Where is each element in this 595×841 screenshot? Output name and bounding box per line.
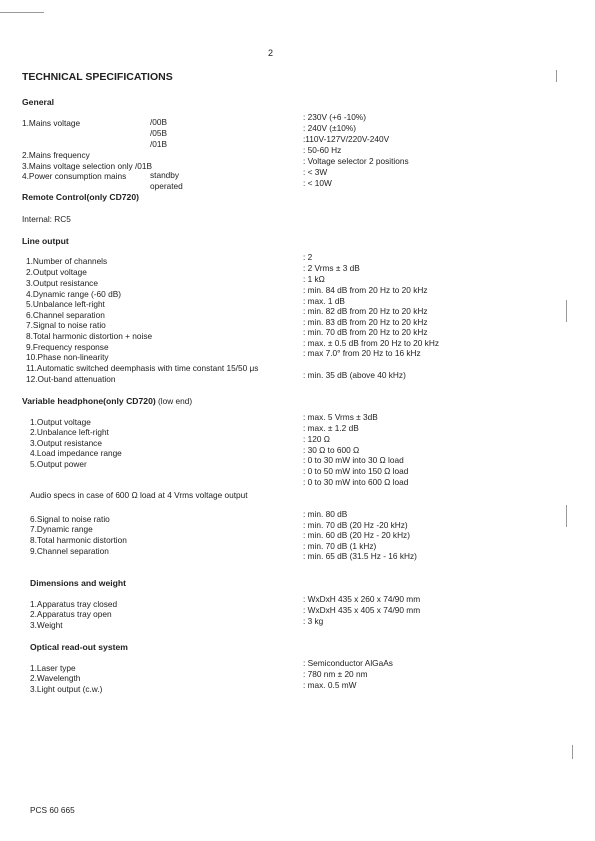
headphone-heading: Variable headphone(only CD720)	[22, 396, 156, 406]
mains-frequency-value: : 50-60 Hz	[303, 145, 342, 155]
line-output-label: 9.Frequency response	[26, 342, 109, 352]
headphone-value: : min. 70 dB (1 kHz)	[303, 541, 377, 551]
line-output-value: : min. 70 dB from 20 Hz to 20 kHz	[303, 327, 428, 337]
variant-00b: /00B	[150, 117, 168, 127]
dimensions-value: : WxDxH 435 x 405 x 74/90 mm	[303, 605, 421, 615]
optical-heading: Optical read-out system	[30, 642, 128, 652]
line-output-label: 7.Signal to noise ratio	[26, 320, 106, 330]
headphone-value: : 0 to 50 mW into 150 Ω load	[303, 466, 409, 476]
standby-label: standby	[150, 170, 180, 180]
mains-value-00b: : 230V (+6 -10%)	[303, 112, 366, 122]
headphone-value: : min. 70 dB (20 Hz -20 kHz)	[303, 520, 408, 530]
audio-specs-note: Audio specs in case of 600 Ω load at 4 Vrms voltage output	[30, 490, 248, 500]
remote-internal: Internal: RC5	[22, 214, 71, 224]
headphone-label: 3.Output resistance	[30, 438, 102, 448]
variant-05b: /05B	[150, 128, 168, 138]
line-output-value: : 1 kΩ	[303, 274, 325, 284]
headphone-value: : min. 60 dB (20 Hz - 20 kHz)	[303, 530, 410, 540]
line-output-value: : 2 Vrms ± 3 dB	[303, 263, 360, 273]
line-output-value: : max 7.0° from 20 Hz to 16 kHz	[303, 348, 421, 358]
remote-heading: Remote Control(only CD720)	[22, 192, 139, 202]
dimensions-value: : 3 kg	[303, 616, 324, 626]
page-number: 2	[268, 48, 274, 58]
headphone-label: 6.Signal to noise ratio	[30, 514, 110, 524]
headphone-value: : 0 to 30 mW into 30 Ω load	[303, 455, 404, 465]
scan-mark-top-left	[0, 12, 44, 13]
optical-label: 2.Wavelength	[30, 673, 81, 683]
operated-label: operated	[150, 181, 183, 191]
scan-mark-right-3	[566, 505, 567, 527]
headphone-value: : 30 Ω to 600 Ω	[303, 445, 360, 455]
dimensions-heading: Dimensions and weight	[30, 578, 126, 588]
operated-value: : < 10W	[303, 178, 332, 188]
line-output-value: : 2	[303, 252, 313, 262]
headphone-label: 1.Output voltage	[30, 417, 91, 427]
headphone-value: : 0 to 30 mW into 600 Ω load	[303, 477, 409, 487]
line-output-value: : min. 82 dB from 20 Hz to 20 kHz	[303, 306, 428, 316]
line-output-label: 4.Dynamic range (-60 dB)	[26, 289, 121, 299]
mains-frequency-label: 2.Mains frequency	[22, 150, 90, 160]
scan-mark-right-2	[566, 300, 567, 322]
voltage-selection-value: : Voltage selector 2 positions	[303, 156, 409, 166]
scan-mark-right-1	[556, 70, 557, 82]
headphone-label: 8.Total harmonic distortion	[30, 535, 127, 545]
headphone-label: 4.Load impedance range	[30, 448, 122, 458]
dimensions-label: 2.Apparatus tray open	[30, 609, 112, 619]
optical-value: : max. 0.5 mW	[303, 680, 357, 690]
line-output-value: : max. 1 dB	[303, 296, 345, 306]
page-title: TECHNICAL SPECIFICATIONS	[22, 71, 173, 83]
dimensions-value: : WxDxH 435 x 260 x 74/90 mm	[303, 594, 421, 604]
headphone-label: 7.Dynamic range	[30, 524, 93, 534]
headphone-value: : max. 5 Vrms ± 3dB	[303, 412, 378, 422]
headphone-value: : min. 65 dB (31.5 Hz - 16 kHz)	[303, 551, 417, 561]
line-output-label: 12.Out-band attenuation	[26, 374, 116, 384]
optical-value: : 780 nm ± 20 nm	[303, 669, 368, 679]
line-output-label: 2.Output voltage	[26, 267, 87, 277]
line-output-label: 6.Channel separation	[26, 310, 105, 320]
headphone-label: 2.Unbalance left-right	[30, 427, 109, 437]
line-output-value: : min. 84 dB from 20 Hz to 20 kHz	[303, 285, 428, 295]
line-output-value: : min. 83 dB from 20 Hz to 20 kHz	[303, 317, 428, 327]
variant-01b: /01B	[150, 139, 168, 149]
headphone-value: : min. 80 dB	[303, 509, 348, 519]
headphone-label: 5.Output power	[30, 459, 87, 469]
optical-label: 1.Laser type	[30, 663, 76, 673]
standby-value: : < 3W	[303, 167, 328, 177]
line-output-label: 5.Unbalance left-right	[26, 299, 105, 309]
line-output-value: : min. 35 dB (above 40 kHz)	[303, 370, 406, 380]
headphone-heading-row	[22, 396, 192, 406]
general-heading: General	[22, 97, 55, 107]
line-output-heading: Line output	[22, 236, 69, 246]
power-consumption-label: 4.Power consumption mains	[22, 171, 127, 181]
headphone-heading-suffix: (low end)	[158, 396, 193, 406]
dimensions-label: 1.Apparatus tray closed	[30, 599, 118, 609]
line-output-value: : max. ± 0.5 dB from 20 Hz to 20 kHz	[303, 338, 439, 348]
scan-mark-right-4	[572, 745, 573, 759]
voltage-selection-label: 3.Mains voltage selection only /01B	[22, 161, 153, 171]
headphone-value: : max. ± 1.2 dB	[303, 423, 359, 433]
line-output-label: 11.Automatic switched deemphasis with time constant 15/50 μs	[26, 363, 259, 373]
mains-value-01b: :110V-127V/220V-240V	[303, 134, 390, 144]
headphone-label: 9.Channel separation	[30, 546, 109, 556]
dimensions-label: 3.Weight	[30, 620, 63, 630]
optical-value: : Semiconductor AlGaAs	[303, 658, 393, 668]
optical-label: 3.Light output (c.w.)	[30, 684, 103, 694]
line-output-label: 10.Phase non-linearity	[26, 352, 109, 362]
footer-code: PCS 60 665	[30, 805, 75, 815]
mains-value-05b: : 240V (±10%)	[303, 123, 356, 133]
headphone-value: : 120 Ω	[303, 434, 330, 444]
mains-voltage-label: 1.Mains voltage	[22, 118, 81, 128]
line-output-label: 1.Number of channels	[26, 256, 108, 266]
line-output-label: 8.Total harmonic distortion + noise	[26, 331, 153, 341]
line-output-label: 3.Output resistance	[26, 278, 98, 288]
